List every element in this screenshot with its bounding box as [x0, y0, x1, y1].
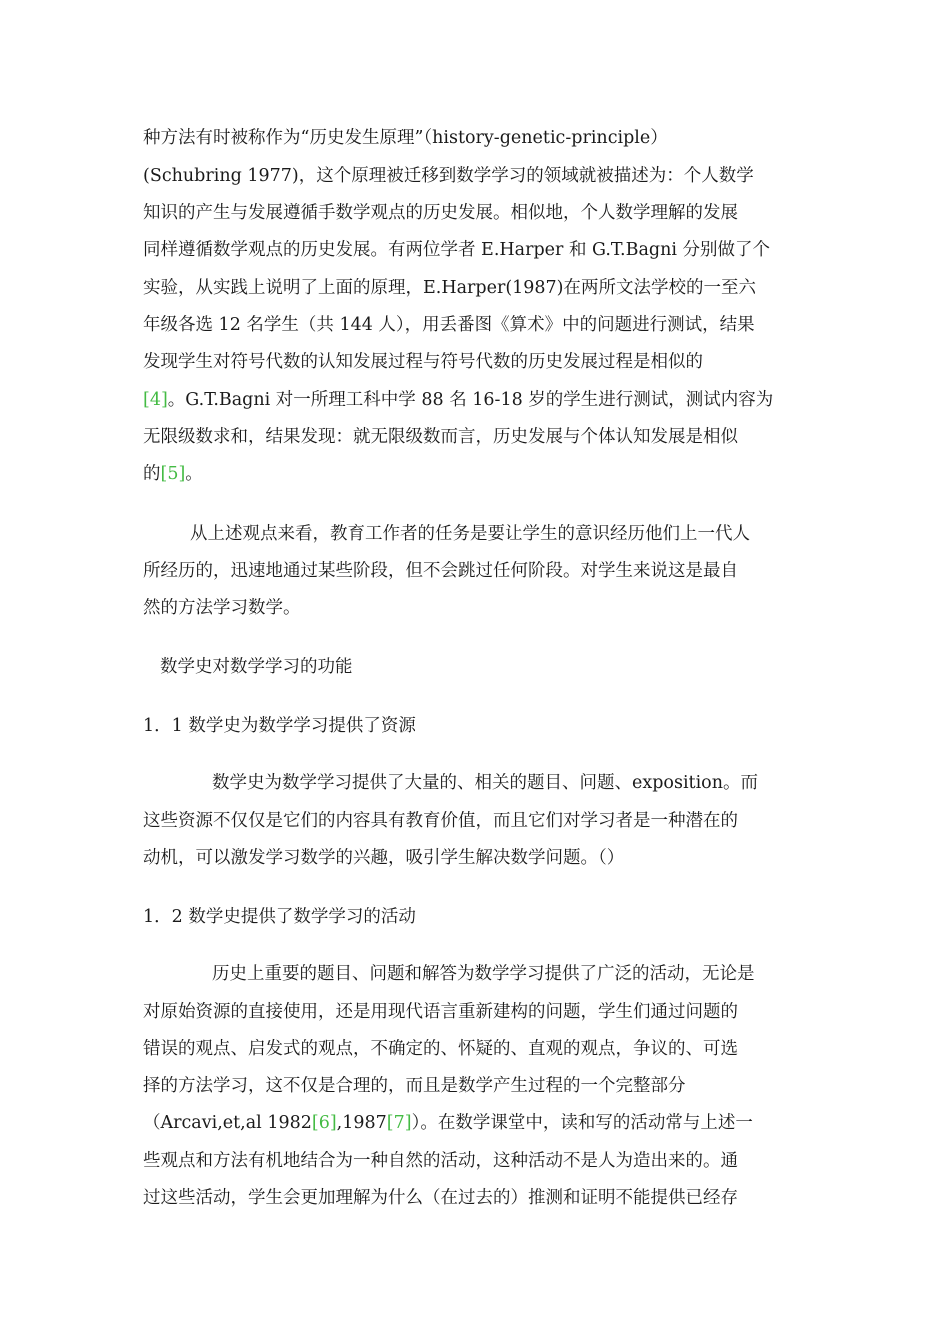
para4-line-5-text-a: （Arcavi,et,al 1982 [143, 1113, 312, 1133]
para2-line-1: 从上述观点来看，教育工作者的任务是要让学生的意识经历他们上一代人 [190, 524, 750, 544]
para4-line-5-text-c: ）。在数学课堂中，读和写的活动常与上述一 [411, 1113, 753, 1133]
citation-link-4[interactable]: [4] [143, 390, 168, 410]
para1-line-7: 发现学生对符号代数的认知发展过程与符号代数的历史发展过程是相似的 [143, 352, 703, 372]
citation-link-5[interactable]: [5] [160, 464, 186, 484]
para4-line-7: 过这些活动，学生会更加理解为什么（在过去的）推测和证明不能提供已经存 [143, 1188, 738, 1208]
citation-link-7[interactable]: [7] [386, 1113, 412, 1133]
para1-line-3: 知识的产生与发展遵循手数学观点的历史发展。相似地，个人数学理解的发展 [143, 203, 738, 223]
para4-line-4: 择的方法学习，这不仅是合理的，而且是数学产生过程的一个完整部分 [143, 1076, 686, 1096]
para4-line-5-text-b: ,1987 [336, 1113, 387, 1133]
subsection-heading-1-1: 1．1 数学史为数学学习提供了资源 [143, 716, 416, 736]
para1-line-8-text: 。G.T.Bagni 对一所理工科中学 88 名 16-18 岁的学生进行测试，测试内容为 [167, 390, 774, 410]
para4-line-1: 历史上重要的题目、问题和解答为数学学习提供了广泛的活动，无论是 [212, 964, 755, 984]
para4-line-2: 对原始资源的直接使用，还是用现代语言重新建构的问题，学生们通过问题的 [143, 1002, 738, 1022]
para3-line-3: 动机，可以激发学习数学的兴趣，吸引学生解决数学问题。（） [143, 848, 625, 868]
para1-line-10-text: 的 [143, 464, 161, 484]
para1-line-5: 实验，从实践上说明了上面的原理，E.Harper(1987)在两所文法学校的一至六 [143, 278, 757, 298]
section-heading: 数学史对数学学习的功能 [160, 657, 353, 677]
para2-line-2: 所经历的，迅速地通过某些阶段，但不会跳过任何阶段。对学生来说这是最自 [143, 561, 738, 581]
para4-line-5 [143, 1111, 753, 1135]
para1-line-10-end: 。 [185, 464, 203, 484]
para1-line-10 [143, 462, 203, 486]
citation-link-6[interactable]: [6] [311, 1113, 337, 1133]
para1-line-2: (Schubring 1977)，这个原理被迁移到数学学习的领域就被描述为：个人数学 [143, 166, 754, 186]
para1-line-1: 种方法有时被称作为“历史发生原理”（history-genetic-principle） [143, 128, 668, 148]
para3-line-2: 这些资源不仅仅是它们的内容具有教育价值，而且它们对学习者是一种潜在的 [143, 811, 738, 831]
para2-line-3: 然的方法学习数学。 [143, 598, 301, 618]
para1-line-6: 年级各选 12 名学生（共 144 人），用丢番图《算术》中的问题进行测试，结果 [143, 315, 755, 335]
para1-line-8 [143, 388, 773, 412]
para1-line-9: 无限级数求和，结果发现：就无限级数而言，历史发展与个体认知发展是相似 [143, 427, 738, 447]
para4-line-6: 些观点和方法有机地结合为一种自然的活动，这种活动不是人为造出来的。通 [143, 1151, 738, 1171]
para4-line-3: 错误的观点、启发式的观点，不确定的、怀疑的、直观的观点，争议的、可选 [143, 1039, 738, 1059]
para1-line-4: 同样遵循数学观点的历史发展。有两位学者 E.Harper 和 G.T.Bagni 分别做了个 [143, 240, 771, 260]
para3-line-1: 数学史为数学学习提供了大量的、相关的题目、问题、exposition。而 [212, 773, 758, 793]
subsection-heading-1-2: 1．2 数学史提供了数学学习的活动 [143, 907, 416, 927]
